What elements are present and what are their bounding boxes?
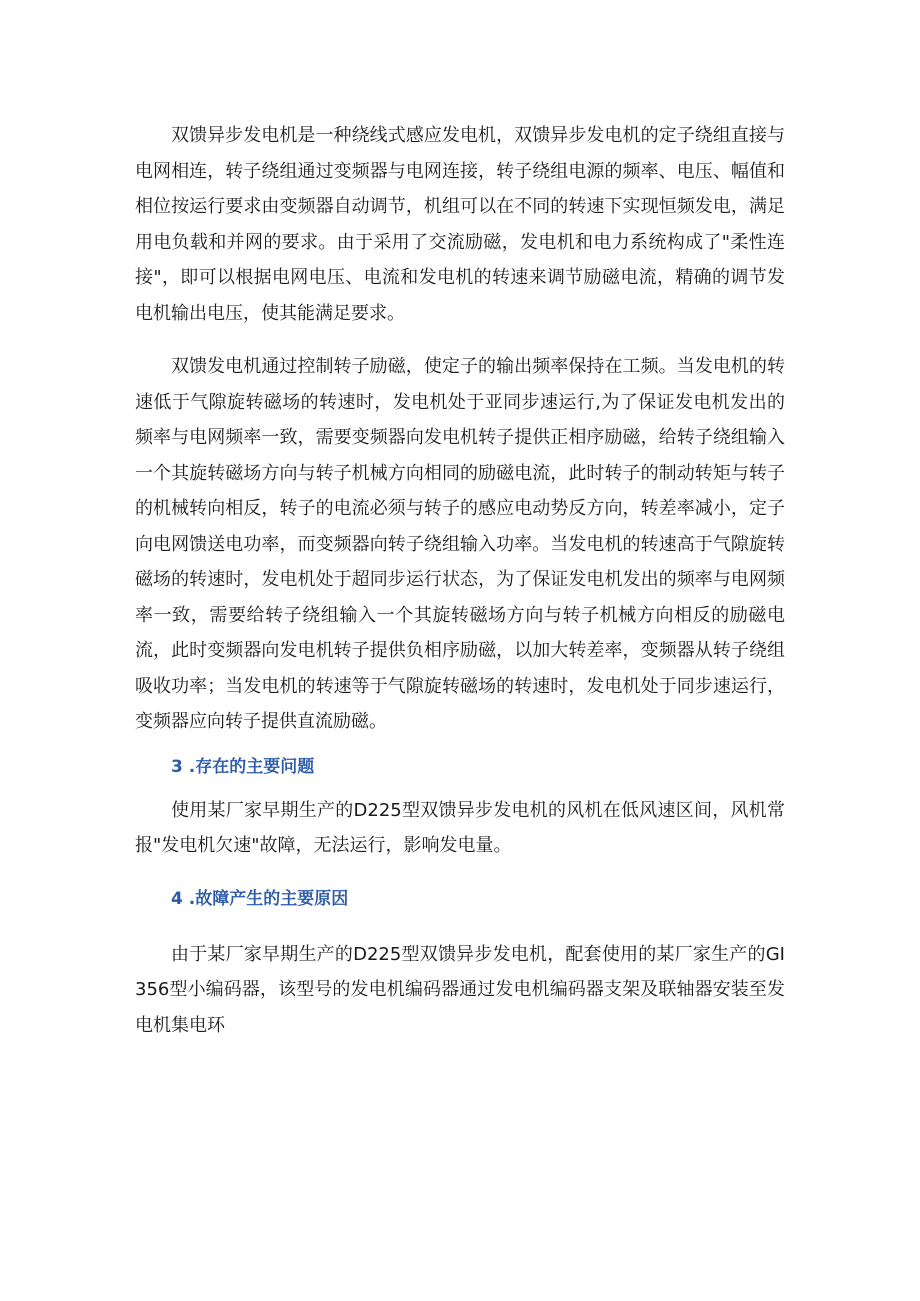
paragraph-fault-cause-description: 由于某厂家早期生产的D225型双馈异步发电机，配套使用的某厂家生产的GI356型小编码器，该型号的发电机编码器通过发电机编码器支架及联轴器安装至发电机集电环 [135, 943, 785, 1036]
paragraph-rotor-excitation-control: 双馈发电机通过控制转子励磁，使定子的输出频率保持在工频。当发电机的转速低于气隙旋转磁场的转速时，发电机处于亚同步速运行,为了保证发电机发出的频率与电网频率一致，需要变频器向发电机转子提供正相序励磁，给转子绕组输入一个其旋转磁场方向与转子机械方向相同的励磁电流，此时转子的制动转矩与转子的机械转向相反，转子的电流必须与转子的感应电动势反方向，转差率减小，定子向电网馈送电功率，而变频器向转子绕组输入功率。当发电机的转速高于气隙旋转磁场的转速时，发电机处于超同步运行状态，为了保证发电机发出的频率与电网频率一致，需要给转子绕组输入一个其旋转磁场方向与转子机械方向相反的励磁电流，此时变频器向发电机转子提供负相序励磁，以加大转差率，变频器从转子绕组吸收功率；当发电机的转速等于气隙旋转磁场的转速时，发电机处于同步速运行，变频器应向转子提供直流励磁。 [135, 356, 785, 732]
section-heading-main-problems: 3 .存在的主要问题 [171, 756, 315, 777]
section-heading-fault-causes: 4 .故障产生的主要原因 [171, 888, 349, 909]
paragraph-doubly-fed-generator-intro: 双馈异步发电机是一种绕线式感应发电机，双馈异步发电机的定子绕组直接与电网相连，转子绕组通过变频器与电网连接，转子绕组电源的频率、电压、幅值和相位按运行要求由变频器自动调节，机组可以在不同的转速下实现恒频发电，满足用电负载和并网的要求。由于采用了交流励磁，发电机和电力系统构成了"柔性连接"，即可以根据电网电压、电流和发电机的转速来调节励磁电流，精确的调节发电机输出电压，使其能满足要求。 [135, 125, 785, 324]
document-page [135, 118, 785, 1043]
paragraph-problem-description: 使用某厂家早期生产的D225型双馈异步发电机的风机在低风速区间，风机常报"发电机欠速"故障，无法运行，影响发电量。 [135, 799, 785, 856]
